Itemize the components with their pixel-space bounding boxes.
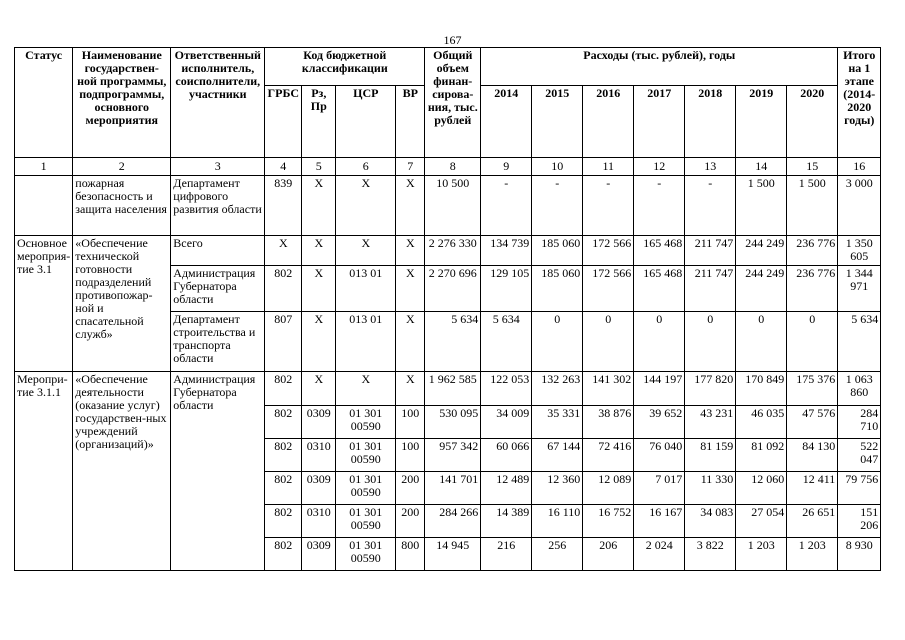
stage-total-cell: 1 063 860	[838, 372, 881, 406]
vr-cell: 100	[396, 439, 425, 472]
year-cell: 165 468	[634, 266, 685, 312]
total-cell: 2 276 330	[425, 236, 481, 266]
total-cell: 14 945	[425, 538, 481, 571]
year-cell: 3 822	[685, 538, 736, 571]
stage-total-cell: 151 206	[838, 505, 881, 538]
year-cell: 177 820	[685, 372, 736, 406]
column-index-row	[15, 158, 881, 176]
total-cell: 10 500	[425, 176, 481, 236]
year-cell: 206	[583, 538, 634, 571]
col-index: 12	[634, 158, 685, 176]
csr-cell: 013 01	[336, 312, 396, 372]
responsible-cell: Администрация Губернатора области	[171, 266, 265, 312]
year-cell: -	[583, 176, 634, 236]
stage-total-cell: 284 710	[838, 406, 881, 439]
year-cell: 26 651	[787, 505, 838, 538]
year-cell: 211 747	[685, 266, 736, 312]
year-cell: 236 776	[787, 266, 838, 312]
header-year: 2018	[685, 86, 736, 158]
year-cell: 144 197	[634, 372, 685, 406]
vr-cell: 800	[396, 538, 425, 571]
year-cell: 12 089	[583, 472, 634, 505]
stage-total-cell: 1 344 971	[838, 266, 881, 312]
header-budget-code: Код бюджетной классификации	[265, 48, 425, 86]
total-cell: 530 095	[425, 406, 481, 439]
header-stage-total: Итого на 1 этапе (2014-2020 годы)	[838, 48, 881, 158]
total-cell: 2 270 696	[425, 266, 481, 312]
year-cell: 244 249	[736, 236, 787, 266]
header-expenses: Расходы (тыс. рублей), годы	[481, 48, 838, 86]
status-cell: Основное мероприя-тие 3.1	[15, 236, 73, 372]
year-cell: 34 009	[481, 406, 532, 439]
vr-cell: Х	[396, 266, 425, 312]
year-cell: 12 360	[532, 472, 583, 505]
year-cell: 0	[736, 312, 787, 372]
year-cell: 1 500	[787, 176, 838, 236]
header-responsible: Ответственный исполнитель, соисполнители, участники	[171, 48, 265, 158]
col-index: 8	[425, 158, 481, 176]
header-year: 2016	[583, 86, 634, 158]
col-index: 2	[73, 158, 171, 176]
year-cell: 1 203	[736, 538, 787, 571]
year-cell: 35 331	[532, 406, 583, 439]
year-cell: 0	[583, 312, 634, 372]
year-cell: 27 054	[736, 505, 787, 538]
year-cell: 76 040	[634, 439, 685, 472]
vr-cell: Х	[396, 312, 425, 372]
table-row	[15, 176, 881, 236]
grbs-cell: 802	[265, 472, 302, 505]
year-cell: 16 167	[634, 505, 685, 538]
year-cell: 141 302	[583, 372, 634, 406]
year-cell: 236 776	[787, 236, 838, 266]
grbs-cell: 802	[265, 439, 302, 472]
year-cell: 211 747	[685, 236, 736, 266]
year-cell: 39 652	[634, 406, 685, 439]
vr-cell: 200	[396, 472, 425, 505]
year-cell: 12 411	[787, 472, 838, 505]
year-cell: 81 159	[685, 439, 736, 472]
year-cell: 2 024	[634, 538, 685, 571]
status-cell	[15, 176, 73, 236]
year-cell: 34 083	[685, 505, 736, 538]
year-cell: 0	[787, 312, 838, 372]
header-status: Статус	[15, 48, 73, 158]
header-year: 2014	[481, 86, 532, 158]
grbs-cell: 807	[265, 312, 302, 372]
year-cell: 38 876	[583, 406, 634, 439]
grbs-cell: 802	[265, 266, 302, 312]
total-cell: 141 701	[425, 472, 481, 505]
year-cell: 0	[685, 312, 736, 372]
header-grbs: ГРБС	[265, 86, 302, 158]
csr-cell: Х	[336, 176, 396, 236]
year-cell: 1 500	[736, 176, 787, 236]
rzpr-cell: Х	[302, 266, 336, 312]
year-cell: 60 066	[481, 439, 532, 472]
header-year: 2015	[532, 86, 583, 158]
table-row	[15, 236, 881, 266]
col-index: 10	[532, 158, 583, 176]
total-cell: 1 962 585	[425, 372, 481, 406]
rzpr-cell: Х	[302, 372, 336, 406]
header-csr: ЦСР	[336, 86, 396, 158]
total-cell: 957 342	[425, 439, 481, 472]
grbs-cell: Х	[265, 236, 302, 266]
header-year: 2020	[787, 86, 838, 158]
header-year: 2017	[634, 86, 685, 158]
csr-cell: 013 01	[336, 266, 396, 312]
stage-total-cell: 3 000	[838, 176, 881, 236]
col-index: 9	[481, 158, 532, 176]
responsible-cell: Всего	[171, 236, 265, 266]
year-cell: 216	[481, 538, 532, 571]
year-cell: 165 468	[634, 236, 685, 266]
col-index: 6	[336, 158, 396, 176]
budget-table	[14, 47, 881, 571]
year-cell: 122 053	[481, 372, 532, 406]
rzpr-cell: 0309	[302, 472, 336, 505]
grbs-cell: 802	[265, 538, 302, 571]
stage-total-cell: 79 756	[838, 472, 881, 505]
responsible-cell: Департамент цифрового развития области	[171, 176, 265, 236]
year-cell: 16 110	[532, 505, 583, 538]
stage-total-cell: 5 634	[838, 312, 881, 372]
vr-cell: 100	[396, 406, 425, 439]
year-cell: 0	[634, 312, 685, 372]
year-cell: 7 017	[634, 472, 685, 505]
year-cell: 175 376	[787, 372, 838, 406]
year-cell: 81 092	[736, 439, 787, 472]
year-cell: 12 060	[736, 472, 787, 505]
responsible-cell: Администрация Губернатора области	[171, 372, 265, 571]
year-cell: 16 752	[583, 505, 634, 538]
csr-cell: 01 301 00590	[336, 439, 396, 472]
stage-total-cell: 522 047	[838, 439, 881, 472]
col-index: 11	[583, 158, 634, 176]
csr-cell: 01 301 00590	[336, 538, 396, 571]
csr-cell: Х	[336, 372, 396, 406]
year-cell: 172 566	[583, 236, 634, 266]
vr-cell: Х	[396, 236, 425, 266]
name-cell: «Обеспечение технической готовности подразделений противопожар-ной и спасательной служб»	[73, 236, 171, 372]
year-cell: 185 060	[532, 266, 583, 312]
header-vr: ВР	[396, 86, 425, 158]
page-number: 167	[443, 33, 462, 47]
year-cell: 84 130	[787, 439, 838, 472]
year-cell: 172 566	[583, 266, 634, 312]
name-cell: «Обеспечение деятельности (оказание услуг) государствен-ных учреждений (организаций)»	[73, 372, 171, 571]
rzpr-cell: Х	[302, 312, 336, 372]
name-cell: пожарная безопасность и защита населения	[73, 176, 171, 236]
table-row	[15, 372, 881, 406]
grbs-cell: 802	[265, 406, 302, 439]
vr-cell: 200	[396, 505, 425, 538]
total-cell: 5 634	[425, 312, 481, 372]
year-cell: 0	[532, 312, 583, 372]
col-index: 5	[302, 158, 336, 176]
year-cell: 43 231	[685, 406, 736, 439]
year-cell: 134 739	[481, 236, 532, 266]
year-cell: 5 634	[481, 312, 532, 372]
csr-cell: 01 301 00590	[336, 505, 396, 538]
year-cell: 47 576	[787, 406, 838, 439]
year-cell: 256	[532, 538, 583, 571]
grbs-cell: 802	[265, 505, 302, 538]
col-index: 15	[787, 158, 838, 176]
year-cell: 185 060	[532, 236, 583, 266]
rzpr-cell: 0309	[302, 406, 336, 439]
header-rzpr: Рз, Пр	[302, 86, 336, 158]
header-name: Наименование государствен-ной программы, подпрограммы, основного мероприятия	[73, 48, 171, 158]
year-cell: 1 203	[787, 538, 838, 571]
year-cell: 12 489	[481, 472, 532, 505]
grbs-cell: 839	[265, 176, 302, 236]
header-total-volume: Общий объем финан-сирова-ния, тыс. рублей	[425, 48, 481, 158]
csr-cell: Х	[336, 236, 396, 266]
year-cell: 11 330	[685, 472, 736, 505]
rzpr-cell: 0310	[302, 505, 336, 538]
stage-total-cell: 1 350 605	[838, 236, 881, 266]
vr-cell: Х	[396, 176, 425, 236]
year-cell: 129 105	[481, 266, 532, 312]
header-year: 2019	[736, 86, 787, 158]
year-cell: 46 035	[736, 406, 787, 439]
col-index: 13	[685, 158, 736, 176]
vr-cell: Х	[396, 372, 425, 406]
year-cell: 244 249	[736, 266, 787, 312]
col-index: 4	[265, 158, 302, 176]
rzpr-cell: 0310	[302, 439, 336, 472]
grbs-cell: 802	[265, 372, 302, 406]
year-cell: -	[685, 176, 736, 236]
status-cell: Меропри-тие 3.1.1	[15, 372, 73, 571]
year-cell: -	[532, 176, 583, 236]
year-cell: 170 849	[736, 372, 787, 406]
year-cell: 72 416	[583, 439, 634, 472]
year-cell: 132 263	[532, 372, 583, 406]
col-index: 1	[15, 158, 73, 176]
rzpr-cell: Х	[302, 176, 336, 236]
year-cell: 67 144	[532, 439, 583, 472]
year-cell: 14 389	[481, 505, 532, 538]
col-index: 16	[838, 158, 881, 176]
year-cell: -	[481, 176, 532, 236]
rzpr-cell: 0309	[302, 538, 336, 571]
col-index: 7	[396, 158, 425, 176]
responsible-cell: Департамент строительства и транспорта области	[171, 312, 265, 372]
col-index: 14	[736, 158, 787, 176]
col-index: 3	[171, 158, 265, 176]
csr-cell: 01 301 00590	[336, 406, 396, 439]
rzpr-cell: Х	[302, 236, 336, 266]
csr-cell: 01 301 00590	[336, 472, 396, 505]
year-cell: -	[634, 176, 685, 236]
total-cell: 284 266	[425, 505, 481, 538]
stage-total-cell: 8 930	[838, 538, 881, 571]
